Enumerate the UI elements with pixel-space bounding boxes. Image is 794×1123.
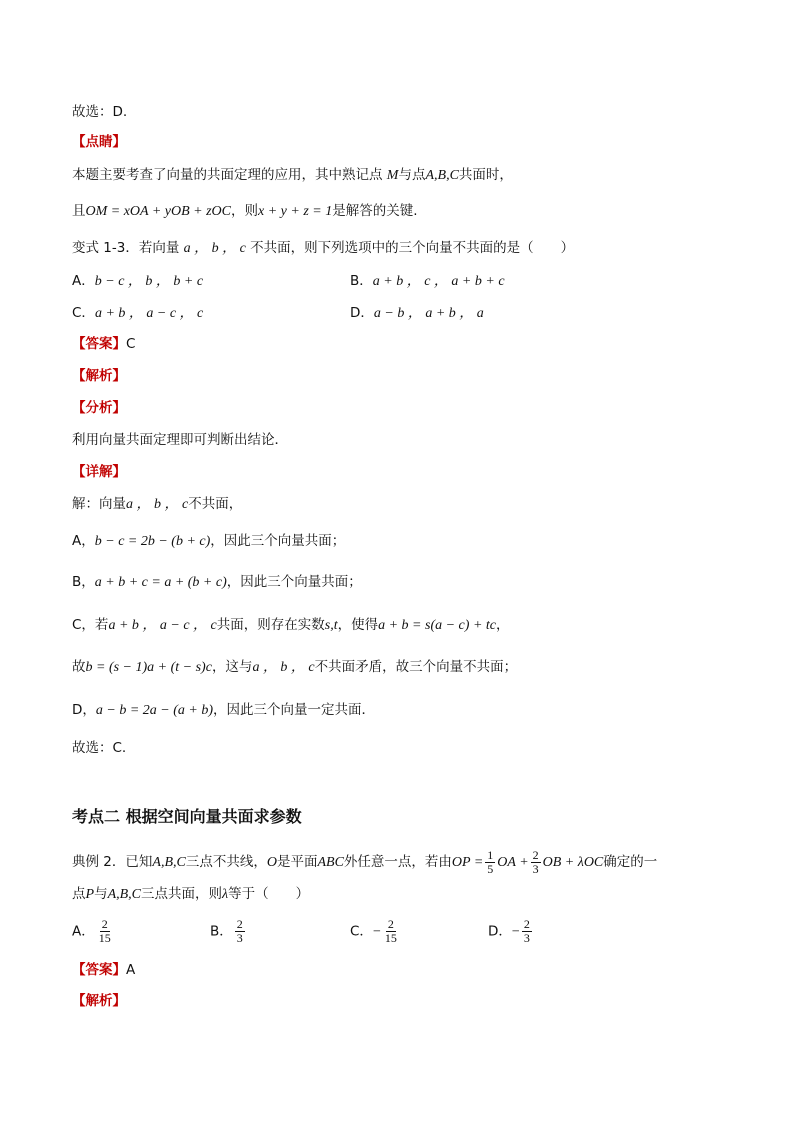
- fraction-denominator: 3: [236, 931, 243, 945]
- fraction-numerator: 2: [387, 917, 394, 931]
- sol-c-formula: a + b = s(a − c) + tc: [378, 618, 496, 633]
- fenxi-label: 【分析】: [72, 400, 126, 416]
- option-text: b − c ， b ， b + c: [94, 274, 204, 289]
- solution-a: [72, 531, 345, 552]
- option-fraction: [522, 918, 532, 945]
- variant-stem-end: 不共面，则下列选项中的三个向量不共面的是（ ）: [250, 240, 575, 256]
- section-heading: 考点二 根据空间向量共面求参数: [72, 807, 302, 826]
- answer-label: 【答案】: [72, 336, 126, 352]
- ex2-stem2-p: P: [85, 887, 95, 902]
- variant-stem-start: 变式 1-3．若向量: [72, 240, 180, 256]
- sol-d-formula: a − b = 2a − (a + b): [95, 703, 214, 718]
- summary-1-points: A,B,C: [425, 168, 459, 183]
- option-fraction: [97, 918, 113, 945]
- variant-option-b: [350, 271, 505, 292]
- summary-2-formula: OM = xOA + yOB + zOC: [85, 204, 232, 219]
- answer-value: A: [126, 962, 136, 978]
- option-fraction: [383, 918, 399, 945]
- answer-label: 【答案】: [72, 962, 126, 978]
- option-fraction: [235, 918, 245, 945]
- fraction-one-fifth: [485, 849, 495, 876]
- sol-c2-end: 不共面矛盾，故三个向量不共面；: [314, 659, 518, 675]
- sol-a-formula: b − c = 2b − (b + c): [94, 534, 211, 549]
- example2-stem-line-2: [72, 884, 309, 905]
- ex2-stem-points: A,B,C: [152, 855, 186, 870]
- ex2-stem-end: 确定的一: [603, 854, 658, 870]
- variant-option-c: [72, 303, 203, 324]
- variant-option-a: [72, 271, 203, 292]
- sol-c-vectors: a + b ， a − c ， c: [108, 618, 217, 633]
- option-text: a − b ， a + b ， a: [373, 306, 484, 321]
- example2-stem-line-1: [72, 847, 657, 878]
- fraction-numerator: 2: [532, 847, 539, 862]
- variant-stem-vectors: a ， b ， c: [183, 241, 246, 256]
- sol-intro-start: 解：向量: [72, 496, 126, 512]
- ex2-stem-start: 典例 2．已知: [72, 854, 153, 870]
- fraction-denominator: 15: [384, 931, 397, 945]
- summary-2-end: 是解答的关键.: [332, 203, 418, 219]
- ex2-stem2-points: A,B,C: [107, 887, 142, 902]
- fraction-numerator: 2: [523, 917, 530, 931]
- ex2-stem2-start: 点: [72, 886, 86, 902]
- sol-c-mid2: ，使得: [337, 617, 379, 633]
- variant-stem: [72, 238, 574, 259]
- sol-a-end: ，因此三个向量共面；: [210, 533, 346, 549]
- sol-c-vars: s,t: [324, 618, 338, 633]
- fenxi-text: 利用向量共面定理即可判断出结论．: [72, 432, 288, 448]
- ex2-formula-op: OP =: [451, 855, 484, 870]
- ex2-formula-oa: OA +: [497, 855, 529, 870]
- sol-intro-end: 不共面，: [188, 496, 243, 512]
- summary-2-cond: x + y + z = 1: [258, 204, 333, 219]
- ex2-stem2-end: 三点共面，则: [141, 886, 223, 902]
- fraction-two-thirds: [531, 849, 541, 876]
- sol-c-end: ，: [496, 617, 510, 633]
- ex2-formula-ob: OB + λOC: [542, 855, 604, 870]
- ex2-stem-plane: ABC: [317, 855, 344, 870]
- ex2-option-b: [210, 918, 247, 945]
- ex2-stem-o: O: [266, 855, 277, 870]
- ex2-stem-mid: 三点不共线，: [185, 854, 267, 870]
- sol-c2-start: 故: [72, 659, 86, 675]
- solution-c-2: [72, 657, 517, 678]
- sol-d-label: D，: [72, 702, 96, 718]
- option-label: C．: [350, 923, 373, 940]
- sol-c2-vectors: a ， b ， c: [252, 660, 315, 675]
- solution-intro: [72, 494, 242, 515]
- summary-1-var: M: [386, 168, 399, 183]
- summary-line-2: [72, 201, 418, 222]
- fraction-denominator: 5: [487, 861, 494, 876]
- variant-final-answer: 故选：C.: [72, 740, 127, 756]
- fraction-numerator: 1: [487, 847, 494, 862]
- summary-2-start: 且: [72, 203, 86, 219]
- jiexi-label: 【解析】: [72, 368, 126, 384]
- option-label: B．: [210, 923, 233, 940]
- variant-option-d: [350, 303, 484, 324]
- fraction-denominator: 3: [532, 861, 539, 876]
- option-sign: −: [372, 924, 381, 940]
- summary-1-text: 本题主要考查了向量的共面定理的应用，其中熟记点: [72, 167, 383, 183]
- option-label: A．: [72, 273, 95, 289]
- ex2-option-d: [488, 918, 534, 945]
- solution-c: [72, 615, 510, 636]
- sol-d-end: ，因此三个向量一定共面．: [213, 702, 376, 718]
- sol-b-formula: a + b + c = a + (b + c): [94, 575, 227, 590]
- option-label: D．: [488, 923, 512, 940]
- summary-1-end: 共面时，: [458, 167, 513, 183]
- variant-answer: [72, 334, 135, 354]
- xiangjie-label: 【详解】: [72, 464, 126, 480]
- answer-line-d: 故选：D.: [72, 104, 128, 120]
- sol-b-end: ，因此三个向量共面；: [226, 574, 362, 590]
- ex2-stem2-tail: 等于（ ）: [228, 886, 310, 902]
- ex2-stem2-mid: 与: [94, 886, 108, 902]
- ex2-option-c: [350, 918, 401, 945]
- summary-line-1: [72, 165, 513, 186]
- option-label: A．: [72, 923, 95, 940]
- ex2-jiexi-label: 【解析】: [72, 993, 126, 1009]
- fraction-denominator: 15: [98, 931, 111, 945]
- fraction-numerator: 2: [236, 917, 243, 931]
- summary-1-mid: 与点: [398, 167, 426, 183]
- ex2-stem-mid2: 是平面: [276, 854, 318, 870]
- fraction-numerator: 2: [101, 917, 108, 931]
- fraction-denominator: 3: [523, 931, 530, 945]
- solution-b: [72, 572, 362, 593]
- sol-c-mid: 共面，则存在实数: [216, 617, 325, 633]
- option-label: D．: [350, 305, 374, 321]
- option-text: a + b ， c ， a + b + c: [372, 274, 505, 289]
- sol-a-label: A，: [72, 533, 95, 549]
- answer-value: C: [126, 336, 136, 352]
- ex2-stem2-lambda: λ: [222, 887, 229, 902]
- ex2-option-a: [72, 918, 115, 945]
- ex2-stem-mid3: 外任意一点，若由: [343, 854, 452, 870]
- sol-c-start: C，若: [72, 617, 109, 633]
- sol-b-label: B，: [72, 574, 95, 590]
- option-sign: −: [511, 924, 520, 940]
- sol-c2-formula: b = (s − 1)a + (t − s)c: [85, 660, 212, 675]
- summary-2-mid: ，则: [231, 203, 259, 219]
- ex2-answer: [72, 960, 135, 980]
- option-text: a + b ， a − c ， c: [94, 306, 204, 321]
- solution-d: [72, 700, 375, 721]
- sol-intro-vectors: a ， b ， c: [126, 497, 189, 512]
- sol-c2-mid: ，这与: [211, 659, 253, 675]
- dianjing-label: 【点睛】: [72, 134, 126, 150]
- option-label: B．: [350, 273, 373, 289]
- option-label: C．: [72, 305, 95, 321]
